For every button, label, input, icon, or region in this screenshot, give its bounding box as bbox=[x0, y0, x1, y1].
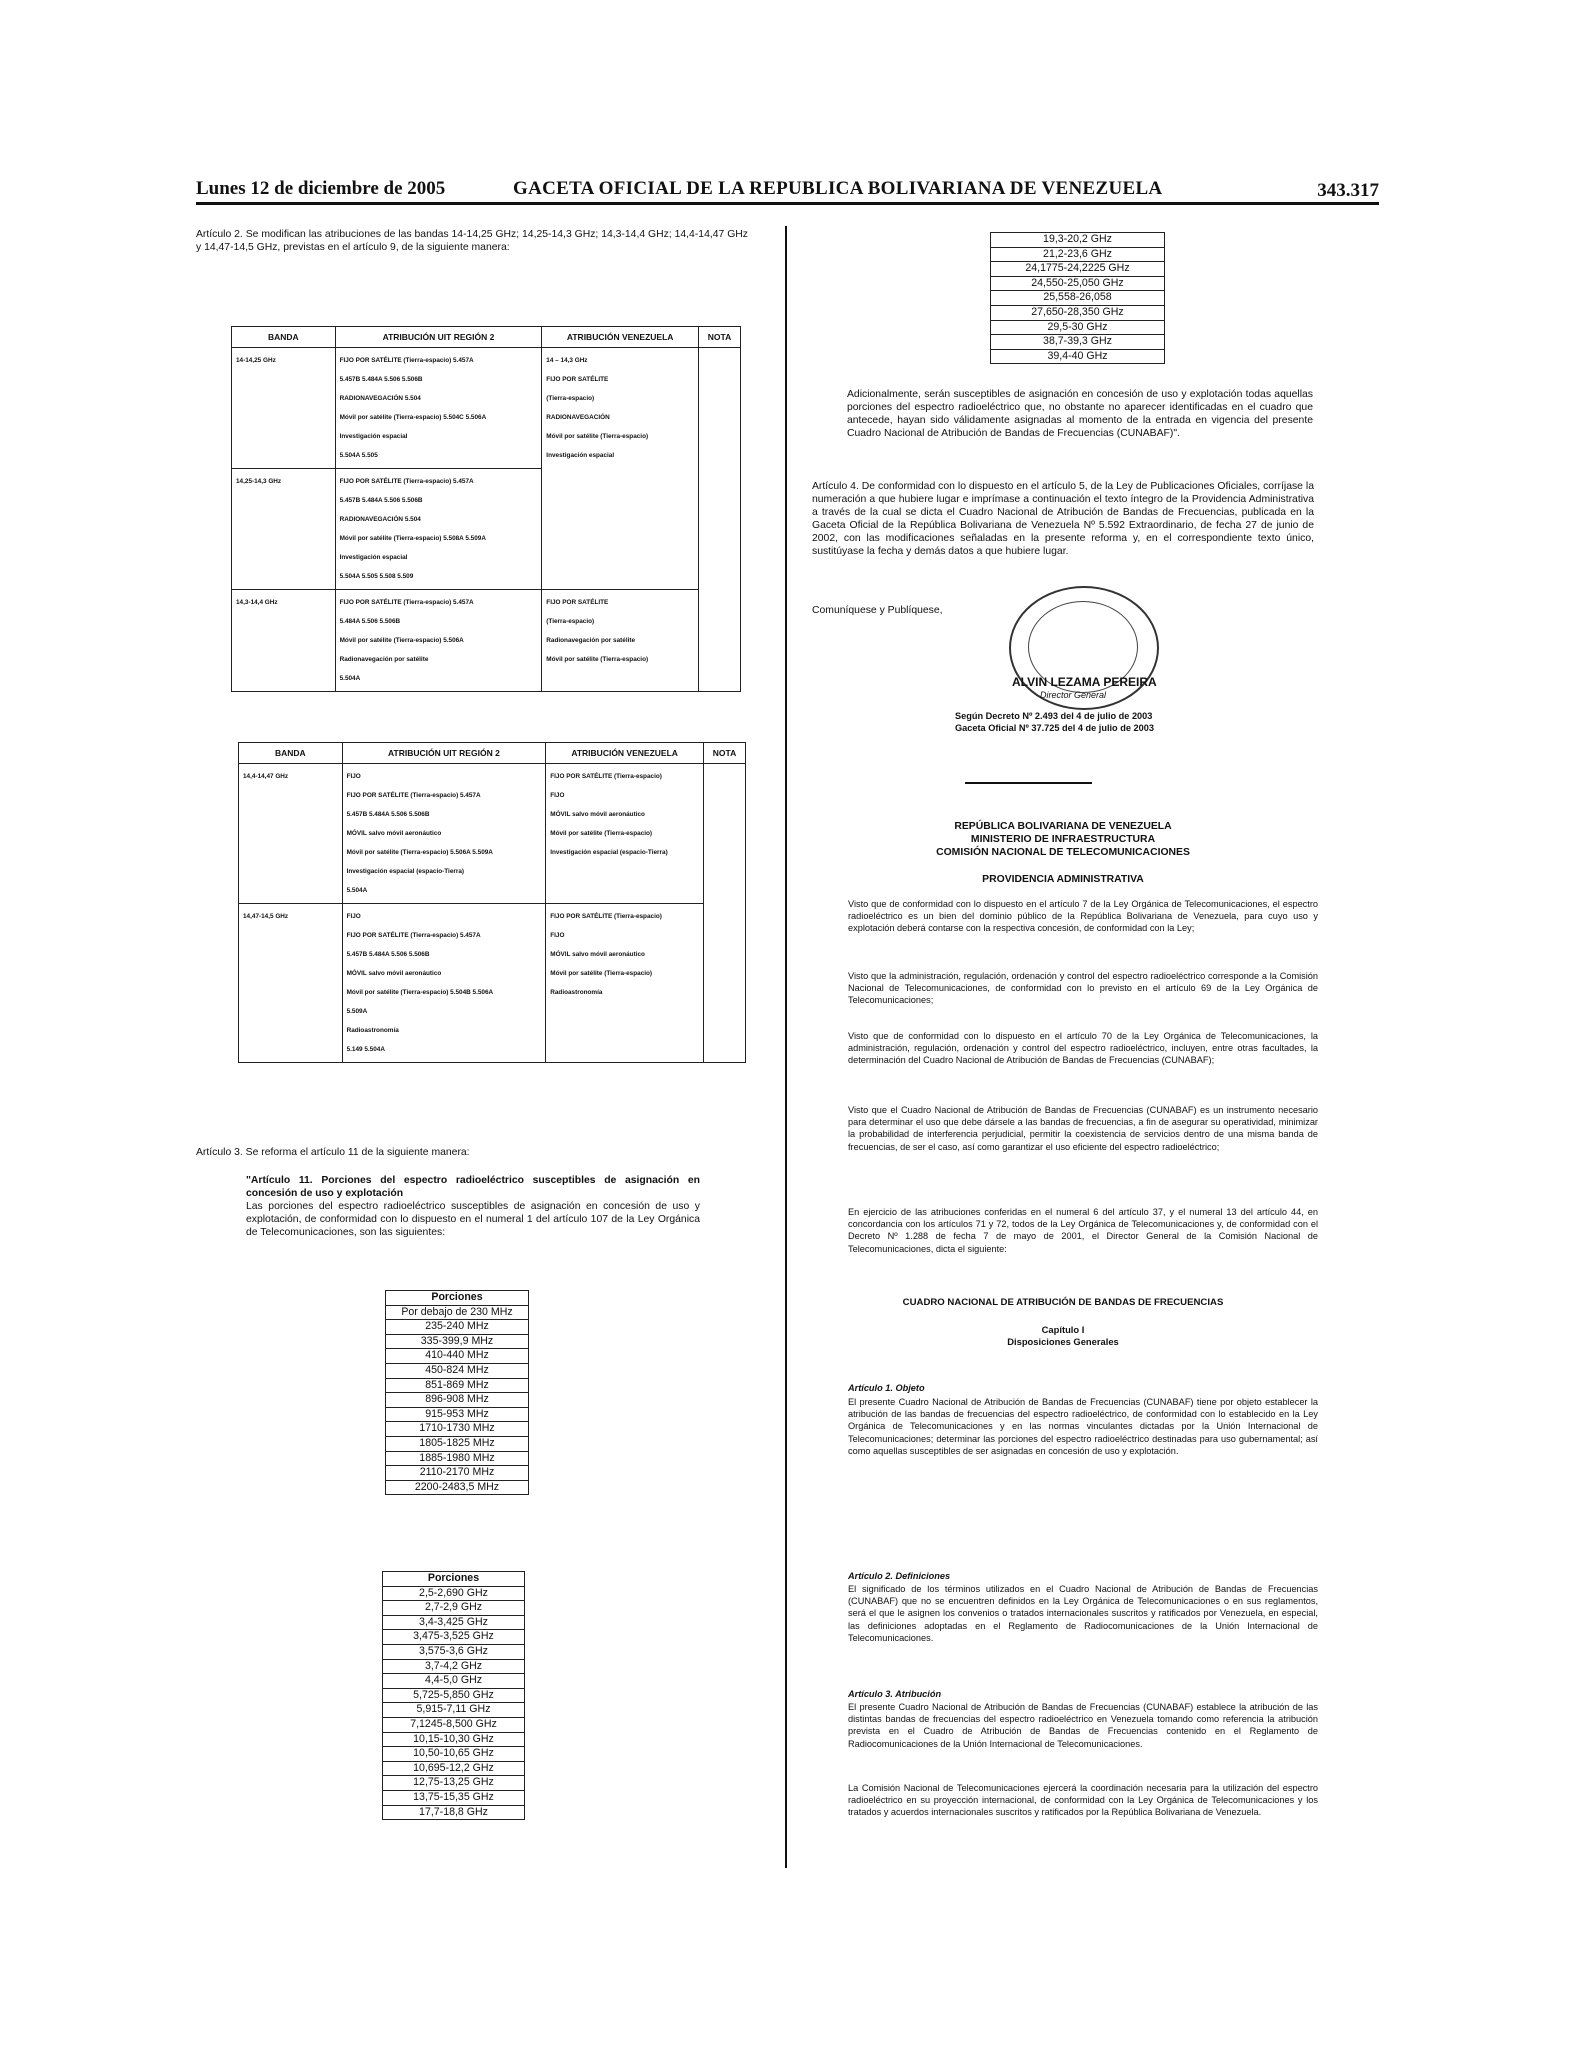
cell-line: Investigación espacial bbox=[546, 452, 615, 459]
frequency-cell: 2200-2483,5 MHz bbox=[386, 1480, 529, 1495]
frequency-cell: 1710-1730 MHz bbox=[386, 1422, 529, 1437]
art11-body: Las porciones del espectro radioeléctrico susceptibles de asignación en concesión de uso y explotación, de conformidad con lo dispuesto en el numeral 1 del artículo 107 de la Ley Orgánica de Telecomunicaciones, son las siguientes: bbox=[246, 1201, 700, 1238]
cell-line: Investigación espacial (espacio-Tierra) bbox=[346, 868, 465, 875]
cell-line: FIJO POR SATÉLITE (Tierra-espacio) bbox=[550, 913, 662, 920]
cell-line: Móvil por satélite (Tierra-espacio) 5.504C 5.506A bbox=[339, 414, 487, 421]
frequency-cell: 3,575-3,6 GHz bbox=[383, 1644, 525, 1659]
table-row bbox=[991, 305, 1165, 320]
band-table-2 bbox=[238, 742, 746, 1063]
cell-line: FIJO POR SATÉLITE bbox=[546, 376, 609, 383]
table-row bbox=[386, 1451, 529, 1466]
cell-line: FIJO POR SATÉLITE (Tierra-espacio) 5.457A bbox=[339, 599, 474, 606]
table-row bbox=[383, 1761, 525, 1776]
table-row bbox=[383, 1747, 525, 1762]
table-row bbox=[383, 1805, 525, 1820]
uit-cell bbox=[342, 764, 546, 904]
cell-line: Radioastronomía bbox=[346, 1027, 399, 1034]
frequency-cell: 17,7-18,8 GHz bbox=[383, 1805, 525, 1820]
table-row bbox=[991, 247, 1165, 262]
cell-line: FIJO POR SATÉLITE (Tierra-espacio) bbox=[550, 773, 662, 780]
cell-line: RADIONAVEGACIÓN 5.504 bbox=[339, 516, 421, 523]
frequency-cell: 10,695-12,2 GHz bbox=[383, 1761, 525, 1776]
art3-body: El presente Cuadro Nacional de Atribución de Bandas de Frecuencias (CUNABAF) establece la atribución de las distintas bandas de frecuencias del espectro radioeléctrico en Venezuela tomando como referencia la atribución prevista en el Cuadro de Atribución de Bandas de Frecuencias contenido en el Reglamento de Radiocomunicaciones de la Unión Internacional de Telecomunicaciones. bbox=[848, 1702, 1318, 1749]
cell-line: FIJO POR SATÉLITE bbox=[546, 599, 609, 606]
table-row bbox=[386, 1363, 529, 1378]
th-nota: NOTA bbox=[699, 327, 741, 348]
table-row bbox=[383, 1615, 525, 1630]
frequency-cell: 335-399,9 MHz bbox=[386, 1334, 529, 1349]
table-row bbox=[383, 1717, 525, 1732]
frequency-cell: 2,5-2,690 GHz bbox=[383, 1586, 525, 1601]
table-row bbox=[386, 1480, 529, 1495]
art3-body-2: La Comisión Nacional de Telecomunicaciones ejercerá la coordinación necesaria para la utilización del espectro radioeléctrico en su proyección internacional, de conformidad con la Ley Orgánica de Telecomunicaciones y los tratados y acuerdos internacionales suscritos y ratificados por la República Bolivariana de Venezuela. bbox=[848, 1783, 1318, 1818]
frequency-cell: 2110-2170 MHz bbox=[386, 1466, 529, 1481]
cell-line: Radionavegación por satélite bbox=[546, 637, 636, 644]
table-row bbox=[239, 764, 746, 904]
frequency-cell: 13,75-15,35 GHz bbox=[383, 1790, 525, 1805]
table-row bbox=[383, 1703, 525, 1718]
frequency-cell: 4,4-5,0 GHz bbox=[383, 1674, 525, 1689]
cell-line: Radioastronomía bbox=[550, 989, 603, 996]
band-cell: 14,3-14,4 GHz bbox=[232, 590, 336, 692]
th-banda: BANDA bbox=[232, 327, 336, 348]
disposiciones-line: Disposiciones Generales bbox=[1007, 1336, 1119, 1347]
signature-role: Director General bbox=[1040, 690, 1107, 700]
band-cell: 14,47-14,5 GHz bbox=[239, 904, 343, 1063]
cell-line: RADIONAVEGACIÓN bbox=[546, 414, 610, 421]
porciones-ghz-table bbox=[382, 1571, 525, 1820]
table-row bbox=[239, 904, 746, 1063]
nota-cell bbox=[704, 764, 746, 1063]
art4-paragraph: Artículo 4. De conformidad con lo dispuesto en el artículo 5, de la Ley de Publicaciones Oficiales, corríjase la numeración a que hubiere lugar e imprímase a continuación el texto íntegro de la Providencia Administrativa a través de la cual se dicta el Cuadro Nacional de Atribución de Bandas de Frecuencias, publicada en la Gaceta Oficial de la República Bolivariana de Venezuela Nº 5.592 Extraordinario, de fecha 27 de junio de 2002, con las modificaciones señaladas en la presente reforma y, en el correspondiente texto único, sustitúyase la fecha y demás datos a que hubiere lugar. bbox=[812, 481, 1314, 557]
uit-cell bbox=[335, 590, 542, 692]
signature-name: ALVIN LEZAMA PEREIRA bbox=[1012, 675, 1157, 689]
frequency-cell: 2,7-2,9 GHz bbox=[383, 1601, 525, 1616]
visto-2: Visto que la administración, regulación, ordenación y control del espectro radioeléctrico corresponde a la Comisión Nacional de Telecomunicaciones, de conformidad con lo previsto en el artículo 69 de la Ley Orgánica de Telecomunicaciones; bbox=[848, 971, 1318, 1006]
cell-line: 5.504A 5.505 5.508 5.509 bbox=[339, 573, 414, 580]
table-row bbox=[991, 276, 1165, 291]
table-row bbox=[386, 1378, 529, 1393]
porciones-mhz-table bbox=[385, 1290, 529, 1495]
uit-cell bbox=[335, 469, 542, 590]
decreto-lines bbox=[955, 711, 1154, 734]
th-nota: NOTA bbox=[704, 743, 746, 764]
table-row bbox=[383, 1601, 525, 1616]
nota-cell bbox=[699, 348, 741, 692]
frequency-cell: 10,50-10,65 GHz bbox=[383, 1747, 525, 1762]
capitulo-line: Capítulo I bbox=[1041, 1324, 1085, 1335]
frequency-cell: 7,1245-8,500 GHz bbox=[383, 1717, 525, 1732]
frequency-cell: 3,475-3,525 GHz bbox=[383, 1630, 525, 1645]
table-row bbox=[383, 1732, 525, 1747]
cell-line: (Tierra-espacio) bbox=[546, 618, 595, 625]
cell-line: 5.457B 5.484A 5.506 5.506B bbox=[339, 497, 423, 504]
frequency-cell: 235-240 MHz bbox=[386, 1320, 529, 1335]
table-row bbox=[383, 1644, 525, 1659]
table-row bbox=[991, 335, 1165, 350]
cell-line: 5.504A bbox=[339, 675, 361, 682]
table-row bbox=[383, 1586, 525, 1601]
cell-line: FIJO bbox=[550, 792, 565, 799]
visto-1: Visto que de conformidad con lo dispuesto en el artículo 7 de la Ley Orgánica de Telecomunicaciones, el espectro radioeléctrico es un bien del dominio público de la República Bolivariana de Venezuela, para cuyo uso y explotación deberá contarse con la respectiva concesión, de conformidad con la Ley; bbox=[848, 899, 1318, 934]
frequency-cell: 38,7-39,3 GHz bbox=[991, 335, 1165, 350]
art11-title: "Artículo 11. Porciones del espectro radioeléctrico susceptibles de asignación en concesión de uso y explotación bbox=[246, 1175, 700, 1199]
ven-cell bbox=[546, 764, 704, 904]
cell-line: RADIONAVEGACIÓN 5.504 bbox=[339, 395, 421, 402]
frequency-cell: 21,2-23,6 GHz bbox=[991, 247, 1165, 262]
cell-line: MÓVIL salvo móvil aeronáutico bbox=[346, 830, 442, 837]
frequency-cell: 5,725-5,850 GHz bbox=[383, 1688, 525, 1703]
table-row bbox=[386, 1349, 529, 1364]
frequency-cell: 29,5-30 GHz bbox=[991, 320, 1165, 335]
visto-3: Visto que de conformidad con lo dispuesto en el artículo 70 de la Ley Orgánica de Telecomunicaciones, la administración, regulación, ordenación y control del espectro radioeléctrico, incluyen, entre otras facultades, la determinación del Cuadro Nacional de Atribución de Bandas de Frecuencias (CUNABAF); bbox=[848, 1031, 1318, 1066]
ejercicio-paragraph: En ejercicio de las atribuciones conferidas en el numeral 6 del artículo 37, y el numeral 13 del artículo 44, en concordancia con los artículos 71 y 72, todos de la Ley Orgánica de Telecomunicaciones y, de conformidad con el Decreto Nº 1.288 de fecha 7 de mayo de 2001, el Director General de la Comisión Nacional de Telecomunicaciones, dicta el siguiente: bbox=[848, 1207, 1318, 1254]
cell-line: 5.457B 5.484A 5.506 5.506B bbox=[346, 951, 430, 958]
frequency-cell: 3,4-3,425 GHz bbox=[383, 1615, 525, 1630]
th-uit: ATRIBUCIÓN UIT REGIÓN 2 bbox=[342, 743, 546, 764]
page-header bbox=[196, 176, 1379, 204]
table-row bbox=[991, 349, 1165, 364]
cell-line: Móvil por satélite (Tierra-espacio) bbox=[546, 433, 649, 440]
visto-4: Visto que el Cuadro Nacional de Atribución de Bandas de Frecuencias (CUNABAF) es un instrumento necesario para determinar el uso que debe dársele a las bandas de frecuencias, a fin de asegurar su operatividad, minimizar la probabilidad de interferencia perjudicial, permitir la coexistencia de servicios dentro de una misma banda de frecuencias, de ser el caso, así como garantizar el uso eficiente del espectro radioeléctrico; bbox=[848, 1105, 1318, 1152]
ven-cell bbox=[542, 348, 699, 590]
cell-line: (Tierra-espacio) bbox=[546, 395, 595, 402]
band-cell: 14,4-14,47 GHz bbox=[239, 764, 343, 904]
cuadro-title: CUADRO NACIONAL DE ATRIBUCIÓN DE BANDAS DE FRECUENCIAS bbox=[902, 1297, 1224, 1308]
frequency-cell: 27,650-28,350 GHz bbox=[991, 305, 1165, 320]
table-row bbox=[991, 320, 1165, 335]
art1-body: El presente Cuadro Nacional de Atribución de Bandas de Frecuencias (CUNABAF) tiene por objeto establecer la atribución de las bandas de frecuencias del espectro radioeléctrico, de conformidad con lo establecido en la Ley Orgánica de Telecomunicaciones y en las normas vinculantes dictadas por la Unión Internacional de Telecomunicaciones; determinar las porciones del espectro radioeléctrico destinadas para uso gubernamental; así como aquellas susceptibles de ser asignadas en concesión de uso y explotación. bbox=[848, 1397, 1318, 1456]
cell-line: 5.504A bbox=[346, 887, 368, 894]
header-page-number: 343.317 bbox=[1317, 180, 1379, 201]
frequency-cell: 915-953 MHz bbox=[386, 1407, 529, 1422]
frequency-cell: 450-824 MHz bbox=[386, 1363, 529, 1378]
frequency-cell: 410-440 MHz bbox=[386, 1349, 529, 1364]
cell-line: Móvil por satélite (Tierra-espacio) 5.504B 5.506A bbox=[346, 989, 494, 996]
cell-line: 5.504A 5.505 bbox=[339, 452, 378, 459]
table-row bbox=[383, 1776, 525, 1791]
uit-cell bbox=[335, 348, 542, 469]
table-row bbox=[232, 348, 741, 469]
cell-line: Móvil por satélite (Tierra-espacio) bbox=[550, 970, 653, 977]
header-date: Lunes 12 de diciembre de 2005 bbox=[196, 178, 446, 199]
table-row bbox=[383, 1659, 525, 1674]
com-line: COMISIÓN NACIONAL DE TELECOMUNICACIONES bbox=[936, 847, 1190, 858]
th-venezuela: ATRIBUCIÓN VENEZUELA bbox=[542, 327, 699, 348]
frequency-cell: 5,915-7,11 GHz bbox=[383, 1703, 525, 1718]
art2-body: El significado de los términos utilizados en el Cuadro Nacional de Atribución de Bandas de Frecuencias (CUNABAF) que no se encuentren definidos en la Ley Orgánica de Telecomunicaciones o en sus reglamentos, será el que le asignen los convenios o tratados internacionales suscritos y ratificados por Venezuela, en especial, las definiciones adoptadas en el Reglamento de Radiocomunicaciones de la Unión Internacional de Telecomunicaciones. bbox=[848, 1584, 1318, 1643]
frequency-cell: 39,4-40 GHz bbox=[991, 349, 1165, 364]
band-table-1 bbox=[231, 326, 741, 692]
band-cell: 14,25-14,3 GHz bbox=[232, 469, 336, 590]
art3-title: Artículo 3. Atribución bbox=[848, 1689, 942, 1699]
art2-title: Artículo 2. Definiciones bbox=[848, 1571, 951, 1581]
cell-line: Móvil por satélite (Tierra-espacio) 5.508A 5.509A bbox=[339, 535, 486, 542]
header-title: GACETA OFICIAL DE LA REPUBLICA BOLIVARIANA DE VENEZUELA bbox=[513, 178, 1163, 199]
cell-line: 5.484A 5.506 5.506B bbox=[339, 618, 401, 625]
republica-heading bbox=[812, 820, 1314, 859]
cell-line: 5.457B 5.484A 5.506 5.506B bbox=[339, 376, 423, 383]
band-cell: 14-14,25 GHz bbox=[232, 348, 336, 469]
table-row bbox=[991, 262, 1165, 277]
uit-cell bbox=[342, 904, 546, 1063]
cell-line: FIJO POR SATÉLITE (Tierra-espacio) 5.457A bbox=[346, 932, 481, 939]
table-row bbox=[991, 233, 1165, 248]
cell-line: Móvil por satélite (Tierra-espacio) bbox=[546, 656, 649, 663]
porciones-cont-table bbox=[990, 232, 1165, 364]
cell-line: FIJO POR SATÉLITE (Tierra-espacio) 5.457A bbox=[339, 357, 474, 364]
adicionalmente-paragraph: Adicionalmente, serán susceptibles de asignación en concesión de uso y explotación todas aquellas porciones del espectro radioeléctrico que, no obstante no aparecer identificadas en el cuadro que antecede, hayan sido válidamente asignadas al momento de la entrada en vigencia del presente Cuadro Nacional de Atribución de Bandas de Frecuencias (CUNABAF)". bbox=[847, 389, 1313, 439]
th-venezuela: ATRIBUCIÓN VENEZUELA bbox=[546, 743, 704, 764]
table-row bbox=[383, 1630, 525, 1645]
table-row bbox=[386, 1466, 529, 1481]
table-row bbox=[383, 1688, 525, 1703]
cell-line: Móvil por satélite (Tierra-espacio) 5.506A bbox=[339, 637, 464, 644]
ven-cell bbox=[542, 590, 699, 692]
cell-line: Radionavegación por satélite bbox=[339, 656, 429, 663]
cell-line: Investigación espacial bbox=[339, 433, 408, 440]
frequency-cell: 1805-1825 MHz bbox=[386, 1436, 529, 1451]
cell-line: FIJO POR SATÉLITE (Tierra-espacio) 5.457A bbox=[339, 478, 474, 485]
frequency-cell: 24,1775-24,2225 GHz bbox=[991, 262, 1165, 277]
art2-intro: Artículo 2. Se modifican las atribuciones de las bandas 14-14,25 GHz; 14,25-14,3 GHz; 14,3-14,4 GHz; 14,4-14,47 GHz y 14,47-14,5 GHz, previstas en el artículo 9, de la siguiente manera: bbox=[196, 229, 748, 253]
table-row bbox=[383, 1674, 525, 1689]
cell-line: 5.149 5.504A bbox=[346, 1046, 385, 1053]
decreto-line-1: Según Decreto Nº 2.493 del 4 de julio de 2003 bbox=[955, 711, 1153, 721]
decreto-line-2: Gaceta Oficial Nº 37.725 del 4 de julio de 2003 bbox=[955, 722, 1154, 733]
cell-line: FIJO POR SATÉLITE (Tierra-espacio) 5.457A bbox=[346, 792, 481, 799]
art3-intro: Artículo 3. Se reforma el artículo 11 de la siguiente manera: bbox=[196, 1147, 470, 1158]
cell-line: FIJO bbox=[346, 773, 361, 780]
capitulo-heading bbox=[812, 1324, 1314, 1348]
frequency-cell: 896-908 MHz bbox=[386, 1393, 529, 1408]
cell-line: MÓVIL salvo móvil aeronáutico bbox=[550, 811, 645, 818]
frequency-cell: 19,3-20,2 GHz bbox=[991, 233, 1165, 248]
table-row bbox=[386, 1436, 529, 1451]
cell-line: 5.457B 5.484A 5.506 5.506B bbox=[346, 811, 430, 818]
th-banda: BANDA bbox=[239, 743, 343, 764]
art1-title: Artículo 1. Objeto bbox=[848, 1383, 925, 1393]
cell-line: FIJO bbox=[346, 913, 361, 920]
cell-line: 14 – 14,3 GHz bbox=[546, 357, 588, 364]
providencia-heading: PROVIDENCIA ADMINISTRATIVA bbox=[982, 874, 1144, 885]
section-rule bbox=[965, 782, 1092, 784]
table-row bbox=[383, 1790, 525, 1805]
header-rule bbox=[196, 202, 1379, 205]
frequency-cell: 10,15-10,30 GHz bbox=[383, 1732, 525, 1747]
frequency-cell: 3,7-4,2 GHz bbox=[383, 1659, 525, 1674]
frequency-cell: 25,558-26,058 bbox=[991, 291, 1165, 306]
porciones-header: Porciones bbox=[383, 1572, 525, 1587]
rep-line: REPÚBLICA BOLIVARIANA DE VENEZUELA bbox=[954, 821, 1172, 832]
frequency-cell: 24,550-25,050 GHz bbox=[991, 276, 1165, 291]
table-row bbox=[386, 1334, 529, 1349]
porciones-header: Porciones bbox=[386, 1291, 529, 1306]
table-row bbox=[386, 1422, 529, 1437]
ven-cell bbox=[546, 904, 704, 1063]
table-row bbox=[232, 590, 741, 692]
table-row bbox=[991, 291, 1165, 306]
th-uit: ATRIBUCIÓN UIT REGIÓN 2 bbox=[335, 327, 542, 348]
comuniquese: Comuníquese y Publíquese, bbox=[812, 605, 943, 616]
frequency-cell: 1885-1980 MHz bbox=[386, 1451, 529, 1466]
table-row bbox=[386, 1320, 529, 1335]
cell-line: MÓVIL salvo móvil aeronáutico bbox=[346, 970, 442, 977]
column-separator bbox=[785, 226, 787, 1868]
frequency-cell: Por debajo de 230 MHz bbox=[386, 1305, 529, 1320]
cell-line: 5.509A bbox=[346, 1008, 368, 1015]
cell-line: FIJO bbox=[550, 932, 565, 939]
cell-line: MÓVIL salvo móvil aeronáutico bbox=[550, 951, 645, 958]
cell-line: Móvil por satélite (Tierra-espacio) 5.506A 5.509A bbox=[346, 849, 493, 856]
cell-line: Investigación espacial bbox=[339, 554, 408, 561]
frequency-cell: 851-869 MHz bbox=[386, 1378, 529, 1393]
table-row bbox=[386, 1305, 529, 1320]
cell-line: Móvil por satélite (Tierra-espacio) bbox=[550, 830, 653, 837]
min-line: MINISTERIO DE INFRAESTRUCTURA bbox=[970, 834, 1156, 845]
cell-line: Investigación espacial (espacio-Tierra) bbox=[550, 849, 668, 856]
frequency-cell: 12,75-13,25 GHz bbox=[383, 1776, 525, 1791]
table-row bbox=[386, 1407, 529, 1422]
table-row bbox=[386, 1393, 529, 1408]
